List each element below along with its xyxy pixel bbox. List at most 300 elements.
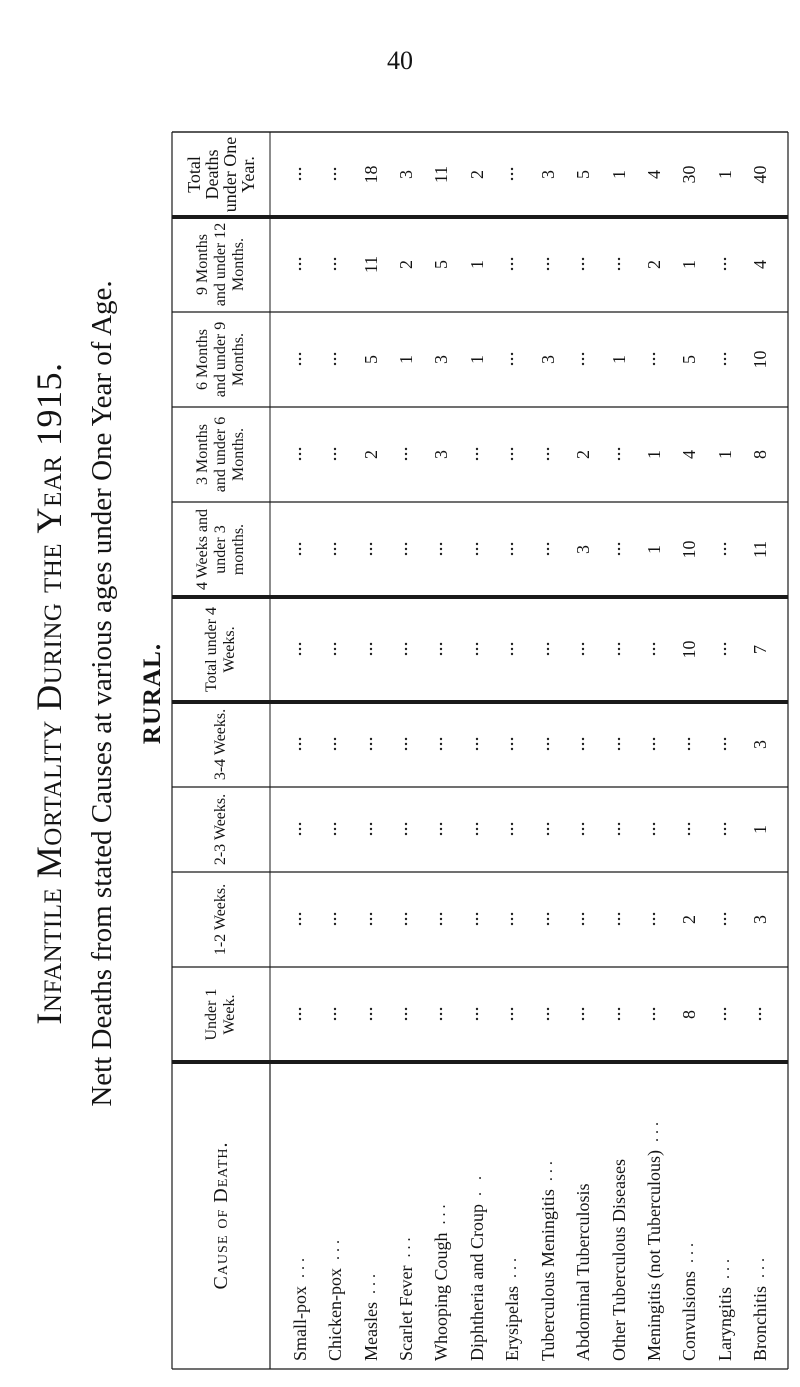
leader-dots-icon bbox=[723, 258, 727, 272]
leader-dots-icon bbox=[475, 448, 479, 462]
table-cell-empty bbox=[565, 217, 600, 312]
table-cell-empty bbox=[388, 407, 423, 502]
table-cell-empty bbox=[530, 217, 565, 312]
title-cap: D bbox=[29, 684, 69, 711]
table-cell-empty bbox=[636, 702, 671, 787]
leader-dots-icon bbox=[723, 823, 727, 837]
table-cell-empty bbox=[601, 407, 636, 502]
table-cell-value: 10 bbox=[679, 640, 700, 659]
table-cell-empty bbox=[388, 502, 423, 597]
leader-dots-icon bbox=[510, 168, 514, 182]
leader-dots-icon bbox=[581, 643, 585, 657]
leader-dots-icon bbox=[298, 738, 302, 752]
column-header: 4 Weeks and under 3 months. bbox=[194, 508, 247, 591]
table-cell-empty bbox=[317, 502, 352, 597]
cause-name: Other Tuberculous Diseases bbox=[608, 1159, 629, 1361]
table-cell-empty bbox=[459, 702, 494, 787]
table-cell-value: 10 bbox=[679, 540, 700, 559]
leader-dots-icon bbox=[475, 643, 479, 657]
table-cell-empty bbox=[282, 872, 317, 967]
table-cell-value: 1 bbox=[466, 260, 487, 269]
column-header: 1-2 Weeks. bbox=[212, 883, 229, 956]
table-cell-empty bbox=[601, 502, 636, 597]
leader-dots-icon bbox=[652, 738, 656, 752]
row-cause-label bbox=[565, 1066, 600, 1365]
row-cause-label bbox=[388, 1066, 423, 1365]
table-cell-empty bbox=[388, 787, 423, 872]
leader-dots-icon bbox=[510, 913, 514, 927]
leader-dots-icon bbox=[333, 643, 337, 657]
leader-dots-icon bbox=[298, 913, 302, 927]
leader-dots-icon bbox=[369, 913, 373, 927]
leader-dots-icon bbox=[298, 258, 302, 272]
table-cell-value: 11 bbox=[431, 165, 452, 184]
table-cell-empty bbox=[707, 872, 742, 967]
leader-dots: ... bbox=[503, 1254, 521, 1279]
leader-dots-icon bbox=[546, 1008, 550, 1022]
leader-dots-icon bbox=[439, 823, 443, 837]
table-cell-value: 1 bbox=[395, 355, 416, 364]
leader-dots: ... bbox=[290, 1254, 308, 1278]
leader-dots-icon bbox=[617, 738, 621, 752]
title-block bbox=[28, 0, 168, 1387]
leader-dots-icon bbox=[723, 738, 727, 752]
leader-dots-icon bbox=[617, 823, 621, 837]
leader-dots-icon bbox=[404, 543, 408, 557]
leader-dots-icon bbox=[333, 353, 337, 367]
table-cell-empty bbox=[317, 312, 352, 407]
leader-dots-icon bbox=[475, 913, 479, 927]
table-cell-value: 3 bbox=[431, 450, 452, 459]
table-cell-empty bbox=[353, 787, 388, 872]
row-cause-label bbox=[672, 1066, 707, 1365]
leader-dots-icon bbox=[652, 913, 656, 927]
table-cell-value: 1 bbox=[608, 355, 629, 364]
table-cell-empty bbox=[601, 872, 636, 967]
table-cell-empty bbox=[495, 502, 530, 597]
table-cell-empty bbox=[317, 702, 352, 787]
row-cause-label bbox=[424, 1066, 459, 1365]
leader-dots-icon bbox=[510, 643, 514, 657]
table-cell-empty bbox=[495, 967, 530, 1062]
table-cell-empty bbox=[495, 872, 530, 967]
leader-dots-icon bbox=[298, 1008, 302, 1022]
leader-dots-icon bbox=[723, 543, 727, 557]
leader-dots-icon bbox=[617, 913, 621, 927]
leader-dots-icon bbox=[439, 738, 443, 752]
leader-dots-icon bbox=[333, 168, 337, 182]
leader-dots-icon bbox=[546, 258, 550, 272]
title-word: nfantile bbox=[29, 878, 69, 1013]
table-cell-empty bbox=[495, 407, 530, 502]
leader-dots-icon bbox=[617, 543, 621, 557]
cause-name: Erysipelas bbox=[502, 1286, 523, 1361]
page-title bbox=[28, 0, 70, 1387]
row-cause-label bbox=[743, 1066, 778, 1365]
column-header: Total Deaths under One Year. bbox=[184, 136, 258, 213]
leader-dots-icon bbox=[404, 1008, 408, 1022]
table-cell-empty bbox=[388, 597, 423, 702]
leader-dots-icon bbox=[298, 448, 302, 462]
leader-dots-icon bbox=[510, 738, 514, 752]
table-cell-empty bbox=[495, 132, 530, 217]
table-cell-empty bbox=[601, 217, 636, 312]
column-header: Total under 4 Weeks. bbox=[203, 606, 238, 693]
title-cap: Y bbox=[29, 506, 69, 534]
leader-dots-icon bbox=[510, 543, 514, 557]
leader-dots-icon bbox=[687, 738, 691, 752]
table-cell-empty bbox=[388, 702, 423, 787]
cause-name: Tuberculous Meningitis bbox=[537, 1189, 558, 1361]
row-cause-label bbox=[459, 1066, 494, 1365]
leader-dots-icon bbox=[475, 1008, 479, 1022]
table-cell-empty bbox=[388, 872, 423, 967]
column-header: 9 Months and under 12 Months. bbox=[194, 222, 247, 307]
section-label: RURAL. bbox=[139, 642, 166, 745]
leader-dots-icon bbox=[510, 353, 514, 367]
table-cell-value: 11 bbox=[750, 540, 771, 559]
table-cell-value: 1 bbox=[750, 825, 771, 834]
leader-dots-icon bbox=[652, 1008, 656, 1022]
leader-dots-icon bbox=[546, 913, 550, 927]
table-cell-empty bbox=[353, 967, 388, 1062]
row-cause-label bbox=[601, 1066, 636, 1365]
leader-dots-icon bbox=[546, 738, 550, 752]
table-cell-empty bbox=[353, 597, 388, 702]
table-cell-value: 5 bbox=[573, 170, 594, 179]
table-cell-value: 10 bbox=[750, 350, 771, 369]
leader-dots-icon bbox=[617, 448, 621, 462]
leader-dots-icon bbox=[510, 1008, 514, 1022]
cause-column-header: Cause of Death. bbox=[210, 1141, 232, 1290]
row-cause-label bbox=[636, 1066, 671, 1365]
cause-name: Whooping Cough bbox=[431, 1232, 452, 1361]
table-cell-value: 1 bbox=[466, 355, 487, 364]
table-cell-value: 1 bbox=[608, 170, 629, 179]
table-cell-value: 8 bbox=[750, 450, 771, 459]
table-cell-empty bbox=[495, 217, 530, 312]
cause-name: Convulsions bbox=[679, 1270, 700, 1361]
table-cell-empty bbox=[565, 702, 600, 787]
leader-dots-icon bbox=[475, 823, 479, 837]
table-cell-empty bbox=[282, 502, 317, 597]
table-cell-empty bbox=[672, 787, 707, 872]
title-word: ortality bbox=[29, 710, 69, 846]
table-cell-value: 8 bbox=[679, 1010, 700, 1019]
leader-dots-icon bbox=[404, 643, 408, 657]
leader-dots-icon bbox=[333, 913, 337, 927]
table-cell-empty bbox=[636, 787, 671, 872]
page-subtitle: Nett Deaths from stated Causes at various ages under One Year of Age. bbox=[86, 280, 118, 1107]
table-cell-empty bbox=[530, 967, 565, 1062]
leader-dots-icon bbox=[546, 823, 550, 837]
table-cell-empty bbox=[601, 787, 636, 872]
table-cell-empty bbox=[282, 597, 317, 702]
row-cause-label bbox=[495, 1066, 530, 1365]
leader-dots-icon bbox=[723, 1008, 727, 1022]
leader-dots-icon bbox=[333, 823, 337, 837]
table-cell-value: 2 bbox=[395, 260, 416, 269]
table-cell-empty bbox=[707, 312, 742, 407]
table-cell-value: 3 bbox=[431, 355, 452, 364]
table-cell-empty bbox=[672, 702, 707, 787]
leader-dots-icon bbox=[581, 913, 585, 927]
title-word: uring the bbox=[29, 533, 69, 685]
leader-dots-icon bbox=[404, 448, 408, 462]
table-cell-empty bbox=[565, 597, 600, 702]
leader-dots-icon bbox=[333, 258, 337, 272]
table-cell-empty bbox=[282, 217, 317, 312]
leader-dots-icon bbox=[581, 1008, 585, 1022]
leader-dots-icon bbox=[475, 543, 479, 557]
leader-dots-icon bbox=[510, 448, 514, 462]
table-cell-empty bbox=[707, 502, 742, 597]
leader-dots: . . bbox=[467, 1172, 485, 1197]
table-cell-empty bbox=[317, 217, 352, 312]
table-cell-empty bbox=[317, 407, 352, 502]
leader-dots-icon bbox=[404, 738, 408, 752]
table-cell-empty bbox=[636, 312, 671, 407]
table-cell-value: 3 bbox=[537, 355, 558, 364]
leader-dots-icon bbox=[298, 543, 302, 557]
table-cell-empty bbox=[601, 702, 636, 787]
table-cell-empty bbox=[530, 502, 565, 597]
leader-dots-icon bbox=[298, 353, 302, 367]
leader-dots-icon bbox=[298, 168, 302, 182]
table-cell-empty bbox=[282, 407, 317, 502]
row-cause-label bbox=[353, 1066, 388, 1365]
column-header: 2-3 Weeks. bbox=[212, 793, 229, 866]
table-cell-empty bbox=[282, 132, 317, 217]
leader-dots: ... bbox=[680, 1238, 698, 1263]
table-cell-value: 5 bbox=[679, 355, 700, 364]
table-cell-empty bbox=[353, 872, 388, 967]
table-cell-empty bbox=[388, 967, 423, 1062]
table-cell-empty bbox=[565, 872, 600, 967]
leader-dots-icon bbox=[758, 1008, 762, 1022]
leader-dots-icon bbox=[369, 543, 373, 557]
leader-dots-icon bbox=[333, 543, 337, 557]
table-cell-empty bbox=[459, 597, 494, 702]
leader-dots-icon bbox=[439, 543, 443, 557]
leader-dots-icon bbox=[404, 823, 408, 837]
cause-name: Chicken-pox bbox=[325, 1268, 346, 1361]
table-cell-empty bbox=[707, 217, 742, 312]
cause-name: Laryngitis bbox=[714, 1287, 735, 1361]
table-cell-value: 4 bbox=[679, 450, 700, 459]
leader-dots-icon bbox=[652, 643, 656, 657]
table-cell-empty bbox=[636, 872, 671, 967]
cause-name: Scarlet Fever bbox=[395, 1265, 416, 1361]
cause-name: Measles bbox=[360, 1302, 381, 1361]
table-cell-empty bbox=[459, 967, 494, 1062]
table-cell-empty bbox=[530, 597, 565, 702]
table-cell-empty bbox=[459, 407, 494, 502]
table-cell-value: 1 bbox=[714, 170, 735, 179]
leader-dots-icon bbox=[439, 1008, 443, 1022]
column-header: Under 1 Week. bbox=[203, 988, 238, 1041]
table-cell-empty bbox=[707, 597, 742, 702]
table-cell-value: 7 bbox=[750, 645, 771, 654]
table-cell-empty bbox=[530, 407, 565, 502]
table-cell-empty bbox=[495, 312, 530, 407]
table-cell-empty bbox=[317, 132, 352, 217]
table-cell-empty bbox=[530, 872, 565, 967]
leader-dots-icon bbox=[439, 643, 443, 657]
cause-name: Meningitis (not Tuberculous) bbox=[643, 1149, 664, 1361]
row-cause-label bbox=[317, 1066, 352, 1365]
table-cell-value: 4 bbox=[750, 260, 771, 269]
table-cell-value: 1 bbox=[714, 450, 735, 459]
table-cell-value: 5 bbox=[431, 260, 452, 269]
table-cell-value: 2 bbox=[679, 915, 700, 924]
leader-dots-icon bbox=[652, 823, 656, 837]
table-cell-value: 40 bbox=[750, 165, 771, 184]
table-cell-value: 2 bbox=[643, 260, 664, 269]
table-cell-empty bbox=[353, 702, 388, 787]
table-cell-empty bbox=[565, 787, 600, 872]
table-cell-empty bbox=[707, 702, 742, 787]
leader-dots: ... bbox=[644, 1117, 662, 1142]
cause-name: Small-pox bbox=[289, 1286, 310, 1361]
leader-dots-icon bbox=[369, 643, 373, 657]
table-cell-empty bbox=[282, 967, 317, 1062]
table-cell-empty bbox=[317, 597, 352, 702]
table-cell-value: 2 bbox=[360, 450, 381, 459]
leader-dots-icon bbox=[333, 738, 337, 752]
table-cell-empty bbox=[495, 787, 530, 872]
table-cell-empty bbox=[424, 967, 459, 1062]
leader-dots-icon bbox=[581, 738, 585, 752]
table-cell-empty bbox=[424, 597, 459, 702]
leader-dots-icon bbox=[652, 353, 656, 367]
leader-dots-icon bbox=[369, 1008, 373, 1022]
table-cell-empty bbox=[282, 702, 317, 787]
table-cell-empty bbox=[459, 872, 494, 967]
table-cell-empty bbox=[530, 702, 565, 787]
table-cell-value: 18 bbox=[360, 165, 381, 184]
table-cell-value: 2 bbox=[573, 450, 594, 459]
column-header: 3 Months and under 6 Months. bbox=[194, 416, 247, 493]
cause-name: Abdominal Tuberculosis bbox=[573, 1183, 594, 1361]
leader-dots-icon bbox=[687, 823, 691, 837]
leader-dots-icon bbox=[439, 913, 443, 927]
table-cell-empty bbox=[495, 702, 530, 787]
table-cell-empty bbox=[743, 967, 778, 1062]
leader-dots-icon bbox=[723, 643, 727, 657]
table-cell-empty bbox=[317, 872, 352, 967]
table-cell-empty bbox=[317, 967, 352, 1062]
leader-dots: ... bbox=[326, 1236, 344, 1261]
leader-dots-icon bbox=[510, 258, 514, 272]
leader-dots-icon bbox=[546, 543, 550, 557]
row-cause-label bbox=[530, 1066, 565, 1365]
leader-dots-icon bbox=[369, 738, 373, 752]
table-cell-value: 30 bbox=[679, 165, 700, 184]
table-cell-empty bbox=[601, 597, 636, 702]
row-cause-label bbox=[707, 1066, 742, 1365]
leader-dots: ... bbox=[361, 1270, 379, 1295]
table-cell-empty bbox=[636, 967, 671, 1062]
leader-dots-icon bbox=[510, 823, 514, 837]
title-cap: I bbox=[29, 1012, 69, 1025]
table-cell-empty bbox=[459, 502, 494, 597]
table-cell-empty bbox=[282, 787, 317, 872]
table-cell-empty bbox=[636, 597, 671, 702]
table-cell-empty bbox=[601, 967, 636, 1062]
table-cell-empty bbox=[565, 312, 600, 407]
leader-dots: ... bbox=[751, 1254, 769, 1278]
page-number: 40 bbox=[387, 46, 413, 75]
title-cap: M bbox=[29, 845, 69, 879]
leader-dots: ... bbox=[538, 1157, 556, 1182]
cause-name: Diphtheria and Croup bbox=[466, 1204, 487, 1361]
table-cell-empty bbox=[424, 787, 459, 872]
leader-dots-icon bbox=[475, 738, 479, 752]
leader-dots-icon bbox=[298, 643, 302, 657]
column-header: 3-4 Weeks. bbox=[212, 708, 229, 781]
column-header: 6 Months and under 9 Months. bbox=[194, 321, 247, 398]
leader-dots-icon bbox=[333, 448, 337, 462]
title-word: ear 1915. bbox=[29, 362, 69, 507]
table-cell-value: 3 bbox=[750, 915, 771, 924]
table-cell-empty bbox=[424, 502, 459, 597]
table-cell-empty bbox=[707, 787, 742, 872]
table-cell-empty bbox=[495, 597, 530, 702]
table-cell-empty bbox=[353, 502, 388, 597]
cause-name: Bronchitis bbox=[750, 1286, 771, 1361]
table-cell-empty bbox=[317, 787, 352, 872]
table-cell-value: 5 bbox=[360, 355, 381, 364]
leader-dots-icon bbox=[617, 1008, 621, 1022]
table-cell-empty bbox=[530, 787, 565, 872]
table-cell-value: 11 bbox=[360, 255, 381, 274]
table-cell-value: 3 bbox=[395, 170, 416, 179]
leader-dots-icon bbox=[723, 353, 727, 367]
table-cell-empty bbox=[424, 872, 459, 967]
table-cell-value: 2 bbox=[466, 170, 487, 179]
table-cell-empty bbox=[459, 787, 494, 872]
leader-dots-icon bbox=[546, 643, 550, 657]
leader-dots-icon bbox=[369, 823, 373, 837]
leader-dots-icon bbox=[617, 643, 621, 657]
table-cell-value: 1 bbox=[679, 260, 700, 269]
table-cell-value: 1 bbox=[643, 450, 664, 459]
leader-dots: ... bbox=[715, 1255, 733, 1279]
leader-dots: ... bbox=[432, 1200, 450, 1225]
table-cell-empty bbox=[424, 702, 459, 787]
leader-dots: ... bbox=[396, 1233, 414, 1258]
table-cell-value: 4 bbox=[643, 170, 664, 179]
table-cell-value: 1 bbox=[643, 545, 664, 554]
leader-dots-icon bbox=[404, 913, 408, 927]
table-cell-value: 3 bbox=[573, 545, 594, 554]
leader-dots-icon bbox=[546, 448, 550, 462]
leader-dots-icon bbox=[723, 913, 727, 927]
table-cell-value: 3 bbox=[537, 170, 558, 179]
table-cell-value: 3 bbox=[750, 740, 771, 749]
leader-dots-icon bbox=[333, 1008, 337, 1022]
table-cell-empty bbox=[282, 312, 317, 407]
table-cell-empty bbox=[565, 967, 600, 1062]
leader-dots-icon bbox=[298, 823, 302, 837]
leader-dots-icon bbox=[581, 353, 585, 367]
leader-dots-icon bbox=[581, 258, 585, 272]
row-cause-label bbox=[282, 1066, 317, 1365]
leader-dots-icon bbox=[581, 823, 585, 837]
table-cell-empty bbox=[707, 967, 742, 1062]
leader-dots-icon bbox=[617, 258, 621, 272]
